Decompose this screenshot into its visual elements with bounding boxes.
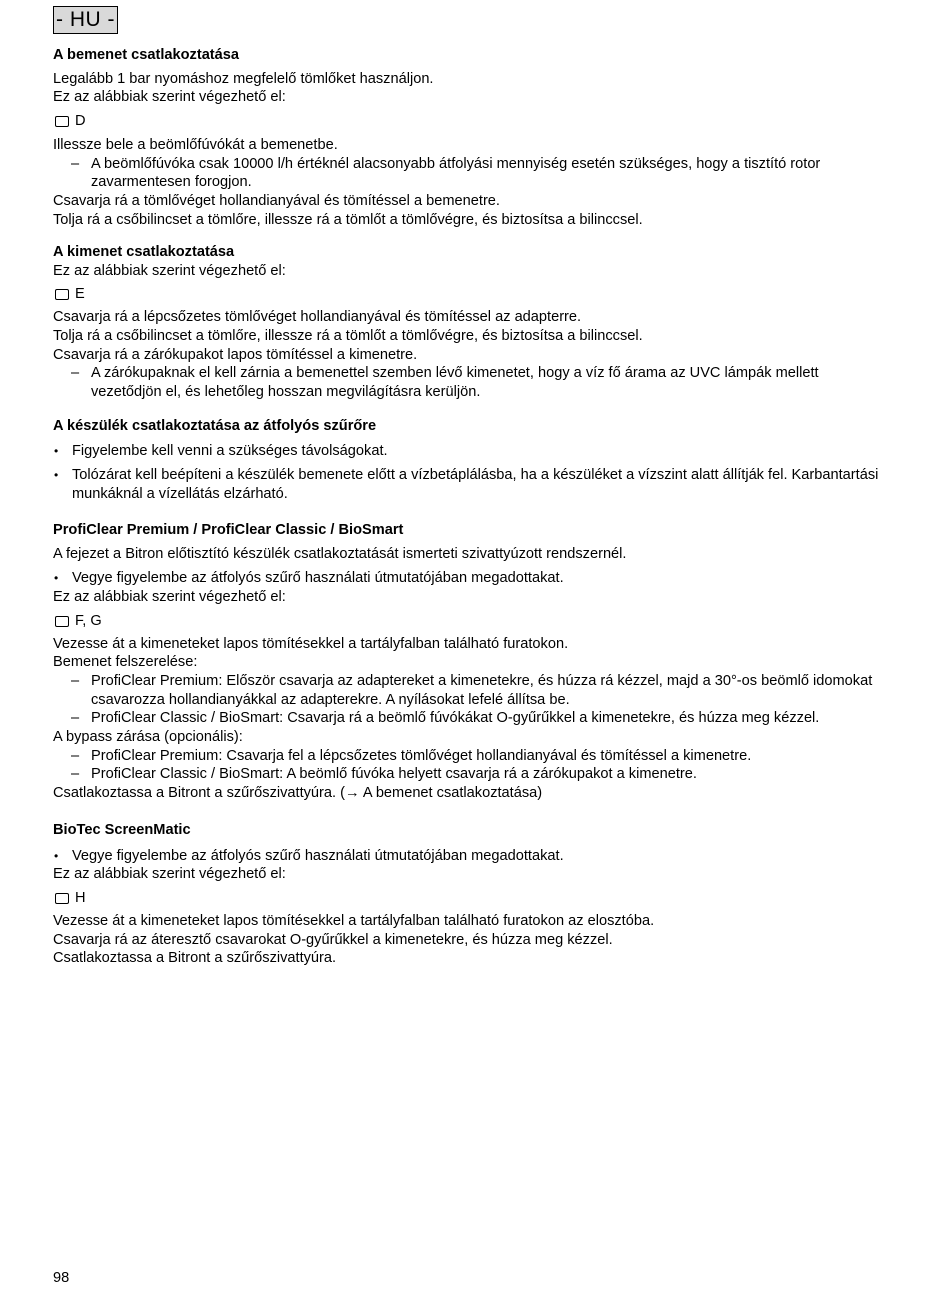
dash-item [53, 672, 893, 709]
section-flow-filter [53, 417, 893, 504]
paragraph: Csavarja rá a zárókupakot lapos tömítéssel a kimenetre. [53, 346, 418, 363]
paragraph: Vezesse át a kimeneteket lapos tömítésekkel a tartályfalban található furatokon. [53, 635, 569, 652]
dash-marker: – [71, 747, 80, 764]
paragraph: A fejezet a Bitron előtisztító készülék csatlakoztatását ismerteti szivattyúzott rendszernél. [53, 545, 627, 562]
dash-marker: – [71, 710, 80, 727]
figure-reference [53, 889, 893, 908]
dash-item [53, 765, 893, 784]
dash-text: ProfiClear Premium: Csavarja fel a lépcsőzetes tömlővéget hollandianyával és tömítéssel a kimenetre. [91, 747, 752, 764]
paragraph: Csatlakoztassa a Bitront a szűrőszivattyúra. (→ A bemenet csatlakoztatása) [53, 785, 543, 802]
paragraph: Ez az alábbiak szerint végezhető el: [53, 262, 286, 279]
section-proficlear [53, 521, 893, 803]
paragraph: Csavarja rá az áteresztő csavarokat O-gyűrűkkel a kimenetekre, és húzza meg kézzel. [53, 931, 613, 948]
dash-item [53, 364, 893, 401]
bullet-item [53, 847, 893, 866]
dash-marker: – [71, 672, 80, 689]
paragraph: Csavarja rá a tömlővéget hollandianyával és tömítéssel a bemenetre. [53, 192, 500, 209]
dash-text: A zárókupaknak el kell zárnia a bemenettel szemben lévő kimenetet, hogy a víz fő árama az UVC lámpák mellett vezetődjön el, és lehetőleg hosszan megvilágításra kerüljön. [91, 365, 819, 400]
dash-text: A beömlőfúvóka csak 10000 l/h értéknél alacsonyabb átfolyási mennyiség esetén szükséges, hogy a tisztító rotor zavarmentesen forogjon. [91, 155, 821, 191]
paragraph: Tolja rá a csőbilincset a tömlőre, illessze rá a tömlőt a tömlővégre, és biztosítsa a bilinccsel. [53, 211, 643, 228]
paragraph: Ez az alábbiak szerint végezhető el: [53, 89, 286, 106]
paragraph: Csatlakoztassa a Bitront a szűrőszivattyúra. [53, 950, 337, 967]
bullet-marker: • [54, 443, 59, 458]
bullet-marker: • [54, 848, 59, 863]
figure-label: H [75, 890, 86, 907]
figure-reference [53, 612, 893, 631]
section-title: BioTec ScreenMatic [53, 822, 191, 838]
document-page [53, 6, 893, 967]
figure-label: F, G [75, 612, 102, 629]
paragraph: Illessze bele a beömlőfúvókát a bemenetbe. [53, 136, 338, 153]
paragraph: Bemenet felszerelése: [53, 654, 198, 671]
bullet-text: Figyelembe kell venni a szükséges távolságokat. [72, 442, 388, 459]
dash-marker: – [71, 365, 80, 382]
paragraph: Ez az alábbiak szerint végezhető el: [53, 866, 286, 883]
section-title: ProfiClear Premium / ProfiClear Classic / BioSmart [53, 522, 404, 538]
figure-label: D [75, 113, 86, 130]
dash-text: ProfiClear Premium: Először csavarja az adaptereket a kimenetekre, és húzza rá kézzel, majd a 30°-os beömlő idomokat csavarozza hollandianyákkal az adapterekre. A nyílásokat lefelé állítsa be. [91, 672, 873, 708]
paragraph: Legalább 1 bar nyomáshoz megfelelő tömlőket használjon. [53, 70, 434, 87]
figure-label: E [75, 286, 85, 303]
section-outlet [53, 243, 893, 402]
figure-icon [55, 116, 69, 127]
dash-item [53, 747, 893, 766]
bullet-text: Tolózárat kell beépíteni a készülék bemenete előtt a vízbetáplálásba, ha a készüléket a vízszint alatt állítják fel. Karbantartási munkáknál a vízellátás elzárható. [72, 467, 879, 503]
header-row [53, 6, 893, 34]
dash-item [53, 155, 893, 192]
bullet-marker: • [54, 468, 59, 483]
paragraph: Vezesse át a kimeneteket lapos tömítésekkel a tartályfalban található furatokon az elosztóba. [53, 912, 655, 929]
bullet-text: Vegye figyelembe az átfolyós szűrő használati útmutatójában megadottakat. [72, 570, 564, 587]
figure-icon [55, 616, 69, 627]
bullet-text: Vegye figyelembe az átfolyós szűrő használati útmutatójában megadottakat. [72, 847, 564, 864]
bullet-item [53, 466, 893, 503]
dash-text: ProfiClear Classic / BioSmart: Csavarja rá a beömlő fúvókákat O-gyűrűkkel a kimenetekre, és húzza meg kézzel. [91, 710, 820, 727]
section-title: A készülék csatlakoztatása az átfolyós szűrőre [53, 418, 377, 434]
dash-item [53, 709, 893, 728]
dash-marker: – [71, 766, 80, 783]
dash-text: ProfiClear Classic / BioSmart: A beömlő fúvóka helyett csavarja rá a zárókupakot a kimenetre. [91, 766, 697, 783]
paragraph: A bypass zárása (opcionális): [53, 729, 243, 746]
section-inlet [53, 46, 893, 229]
dash-marker: – [71, 155, 80, 172]
paragraph: Ez az alábbiak szerint végezhető el: [53, 589, 286, 606]
bullet-item [53, 442, 893, 461]
language-tag: - HU - [53, 6, 118, 34]
bullet-marker: • [54, 571, 59, 586]
figure-reference [53, 112, 893, 131]
section-title: A bemenet csatlakoztatása [53, 47, 240, 63]
figure-icon [55, 893, 69, 904]
bullet-item [53, 569, 893, 588]
section-screenmatic [53, 821, 893, 968]
paragraph: Tolja rá a csőbilincset a tömlőre, illessze rá a tömlőt a tömlővégre, és biztosítsa a bilinccsel. [53, 327, 643, 344]
section-title: A kimenet csatlakoztatása [53, 244, 235, 260]
figure-icon [55, 289, 69, 300]
figure-reference [53, 285, 893, 304]
paragraph: Csavarja rá a lépcsőzetes tömlővéget hollandianyával és tömítéssel az adapterre. [53, 309, 582, 326]
page-number: 98 [53, 1270, 70, 1286]
